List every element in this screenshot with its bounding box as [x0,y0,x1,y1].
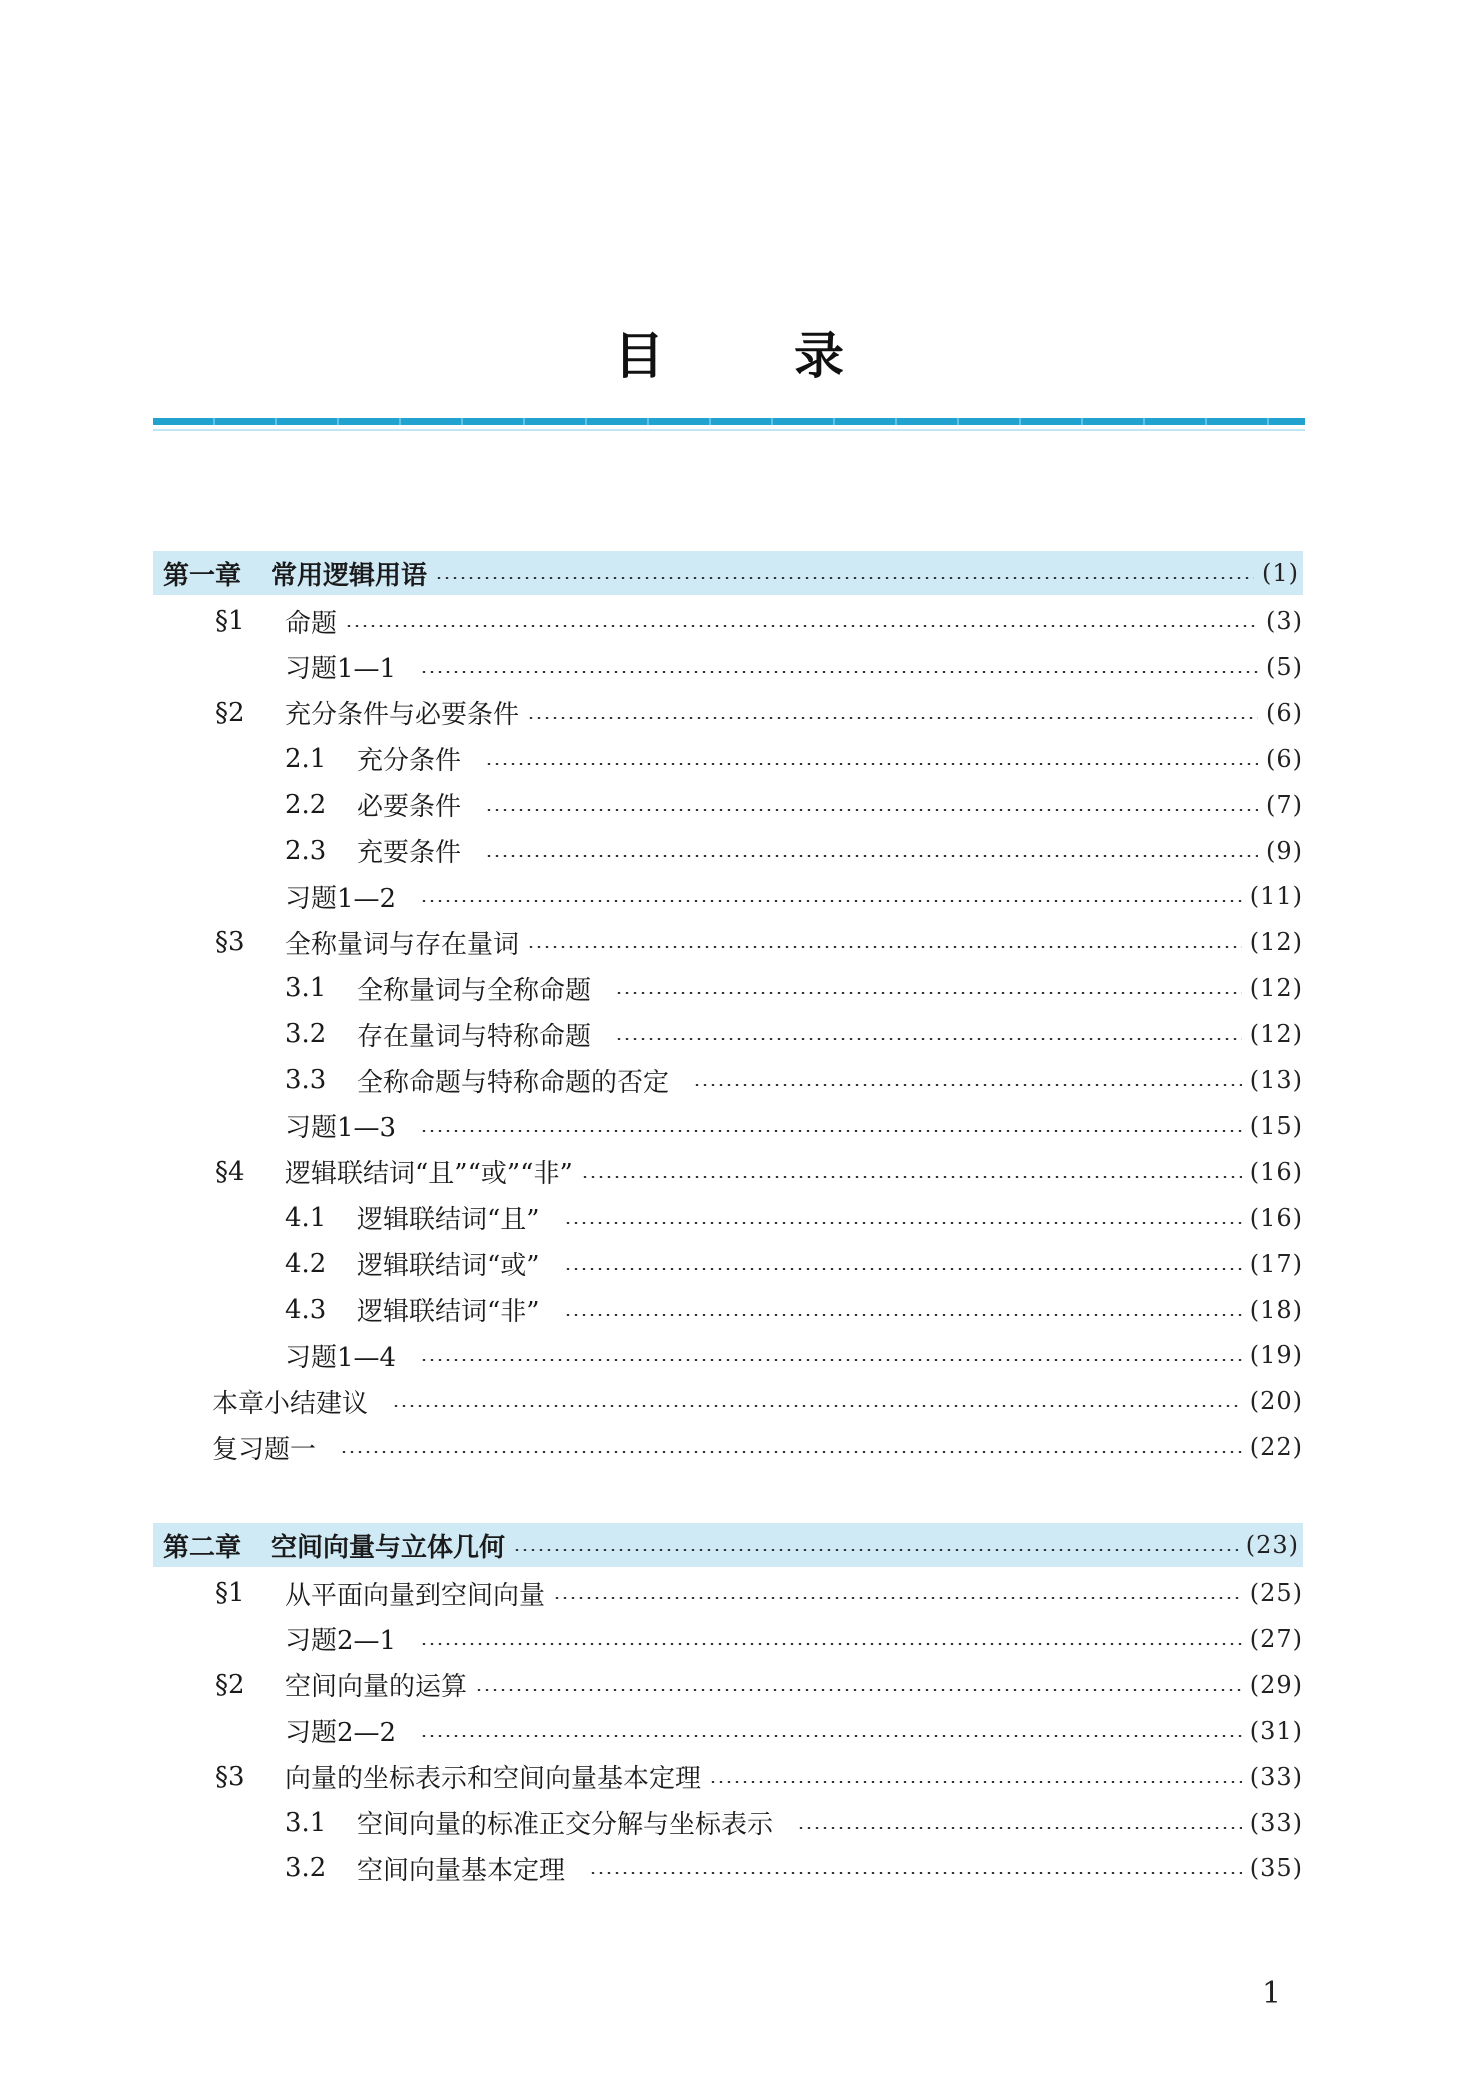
chapter-name: 空间向量与立体几何 [271,1532,506,1563]
entry-label [285,1804,789,1841]
dot-leader [553,1597,1242,1599]
entry-page: (7) [1266,790,1303,819]
entry-text: 习题2—2 [285,1718,397,1749]
entry-label [285,1337,412,1374]
entry-number: §4 [215,1156,245,1187]
dot-leader [527,946,1242,948]
chapter-name: 常用逻辑用语 [271,560,428,591]
entry-text: 向量的坐标表示和空间向量基本定理 [285,1764,702,1795]
entry-number: §1 [215,1578,245,1608]
toc-entry-sub[interactable] [285,1290,1303,1330]
entry-text: 逻辑联结词“且”“或”“非” [285,1159,573,1190]
entry-label [215,603,337,640]
toc-entry-ex[interactable] [285,647,1303,687]
entry-text: 空间向量的运算 [285,1672,468,1703]
entry-label [215,694,519,731]
entry-number: 3.2 [285,1853,327,1884]
entry-number: 4.2 [285,1248,327,1279]
chapter-number: 第二章 [163,1532,242,1563]
dot-leader [345,625,1258,627]
entry-page: (15) [1249,1111,1303,1140]
chapter-title [163,1527,505,1564]
toc-entry-sub[interactable] [285,1060,1303,1100]
entry-text: 本章小结建议 [212,1388,369,1419]
entry-text: 充分条件与必要条件 [285,700,520,731]
chapter-number: 第一章 [163,560,242,591]
dot-leader [513,1549,1238,1551]
toc-entry-ex[interactable] [285,876,1303,916]
entry-number: §3 [215,1761,245,1792]
dot-leader [420,900,1242,902]
toc-entry-ex[interactable] [285,1619,1303,1659]
entry-page: (29) [1249,1670,1303,1699]
page-number: 1 [1262,1976,1282,2011]
entry-label [285,648,412,685]
dot-leader [340,1451,1242,1453]
toc-entry-sec[interactable] [215,1152,1303,1192]
entry-page: (9) [1266,836,1303,865]
entry-label [285,1107,412,1144]
entry-page: (33) [1249,1808,1303,1837]
entry-label [285,740,477,777]
entry-text: 充要条件 [357,838,462,868]
entry-label [285,1245,556,1282]
entry-text: 空间向量基本定理 [357,1855,566,1886]
title-rule-thin [153,429,1305,431]
entry-text: 习题1—3 [285,1113,397,1144]
entry-text: 必要条件 [357,792,462,823]
entry-page: (6) [1266,744,1303,773]
title-char-1: 目 [614,327,664,385]
entry-page: (19) [1249,1341,1303,1370]
entry-number: 2.2 [285,789,327,820]
entry-page: (17) [1249,1249,1303,1278]
toc-entry-sub[interactable] [285,968,1303,1008]
toc-entry-sec[interactable] [215,693,1303,733]
toc-entry-ex[interactable] [285,1711,1303,1751]
entry-label [215,1758,701,1795]
dot-leader [420,671,1258,673]
entry-page: (12) [1249,1020,1303,1049]
chapter-row[interactable] [153,551,1303,595]
toc-entry-misc[interactable] [212,1381,1303,1421]
toc-entry-ex[interactable] [285,1106,1303,1146]
dot-leader [589,1872,1242,1874]
toc-entry-sec[interactable] [215,1757,1303,1797]
entry-label [285,1016,607,1053]
entry-label [285,878,412,915]
dot-leader [485,809,1258,811]
toc-entry-sub[interactable] [285,739,1303,779]
entry-text: 充分条件 [357,746,462,777]
entry-number: 3.1 [285,1807,327,1838]
entry-text: 空间向量的标准正交分解与坐标表示 [357,1810,774,1840]
entry-text: 复习题一 [212,1434,317,1465]
toc-entry-sub[interactable] [285,1244,1303,1284]
dot-leader [564,1222,1242,1224]
entry-number: §2 [215,697,245,728]
dot-leader [527,717,1258,719]
entry-page: (33) [1249,1762,1303,1791]
entry-number: 4.3 [285,1294,327,1325]
toc-entry-sec[interactable] [215,1665,1303,1705]
chapter-page: (1) [1262,559,1299,587]
entry-label [285,1620,412,1657]
title-char-2: 录 [794,327,844,385]
entry-number: §3 [215,927,245,958]
title-rule [153,418,1305,425]
entry-page: (25) [1249,1579,1303,1607]
entry-page: (22) [1249,1433,1303,1462]
dot-leader [420,1643,1242,1645]
entry-page: (12) [1249,928,1303,957]
entry-text: 全称命题与特称命题的否定 [357,1067,670,1098]
dot-leader [615,992,1242,994]
entry-page: (18) [1249,1295,1303,1324]
entry-page: (6) [1266,698,1303,727]
dot-leader [581,1176,1242,1178]
entry-label [285,1291,556,1328]
entry-page: (13) [1249,1066,1303,1094]
dot-leader [615,1038,1242,1040]
chapter-title [163,555,427,592]
entry-page: (31) [1249,1716,1303,1745]
entry-text: 存在量词与特称命题 [357,1021,592,1052]
entry-label [215,924,519,961]
toc-entry-sec[interactable] [215,601,1303,641]
entry-text: 逻辑联结词“或” [357,1251,540,1282]
entry-text: 习题2—1 [285,1626,397,1657]
entry-number: 3.2 [285,1019,327,1050]
toc-entry-sec[interactable] [215,922,1303,962]
entry-page: (16) [1249,1203,1303,1232]
entry-number: 4.1 [285,1202,327,1233]
page-title [0,322,1458,385]
toc-entry-sec[interactable] [215,1573,1303,1613]
entry-label [215,1666,467,1703]
toc-entry-sub[interactable] [285,1848,1303,1888]
entry-page: (20) [1249,1387,1303,1416]
dot-leader [485,855,1258,857]
entry-label [215,1153,573,1190]
toc-entry-sub[interactable] [285,1014,1303,1054]
entry-text: 逻辑联结词“非” [357,1297,540,1327]
toc-entry-sub[interactable] [285,785,1303,825]
entry-page: (35) [1249,1854,1303,1883]
entry-number: §1 [215,606,245,636]
entry-label [285,1199,556,1236]
entry-label [285,786,477,823]
entry-text: 从平面向量到空间向量 [285,1580,546,1611]
entry-page: (12) [1249,974,1303,1003]
entry-label [285,1850,581,1887]
dot-leader [564,1314,1242,1316]
entry-number: 2.1 [285,743,327,774]
entry-text: 习题1—2 [285,883,397,914]
entry-page: (5) [1266,652,1303,681]
entry-text: 习题1—1 [285,654,397,685]
dot-leader [485,763,1258,765]
entry-label [212,1383,384,1420]
entry-page: (3) [1266,607,1303,635]
entry-label [285,1712,412,1749]
entry-number: §2 [215,1669,245,1700]
dot-leader [420,1735,1242,1737]
entry-page: (27) [1249,1624,1303,1653]
dot-leader [564,1268,1242,1270]
dot-leader [435,577,1254,579]
entry-text: 全称量词与存在量词 [285,929,520,960]
dot-leader [420,1359,1242,1361]
dot-leader [797,1827,1242,1829]
entry-number: 3.1 [285,973,327,1004]
dot-leader [709,1781,1242,1783]
chapter-page: (23) [1245,1531,1299,1559]
toc-entry-sub[interactable] [285,831,1303,871]
entry-page: (11) [1249,882,1303,911]
dot-leader [693,1084,1242,1086]
toc-entry-misc[interactable] [212,1427,1303,1467]
dot-leader [475,1689,1242,1691]
toc-entry-ex[interactable] [285,1335,1303,1375]
entry-text: 习题1—4 [285,1342,397,1373]
entry-number: 3.3 [285,1065,327,1095]
entry-label [212,1429,332,1466]
entry-label [285,970,607,1007]
dot-leader [420,1130,1242,1132]
entry-label [285,832,477,869]
entry-text: 全称量词与全称命题 [357,975,592,1006]
toc-entry-sub[interactable] [285,1803,1303,1843]
dot-leader [392,1405,1242,1407]
entry-label [215,1575,545,1612]
entry-text: 命题 [285,608,338,639]
entry-text: 逻辑联结词“且” [357,1205,540,1236]
entry-page: (16) [1249,1157,1303,1186]
entry-number: 2.3 [285,835,327,866]
toc-entry-sub[interactable] [285,1198,1303,1238]
entry-label [285,1062,685,1099]
chapter-row[interactable] [153,1523,1303,1567]
